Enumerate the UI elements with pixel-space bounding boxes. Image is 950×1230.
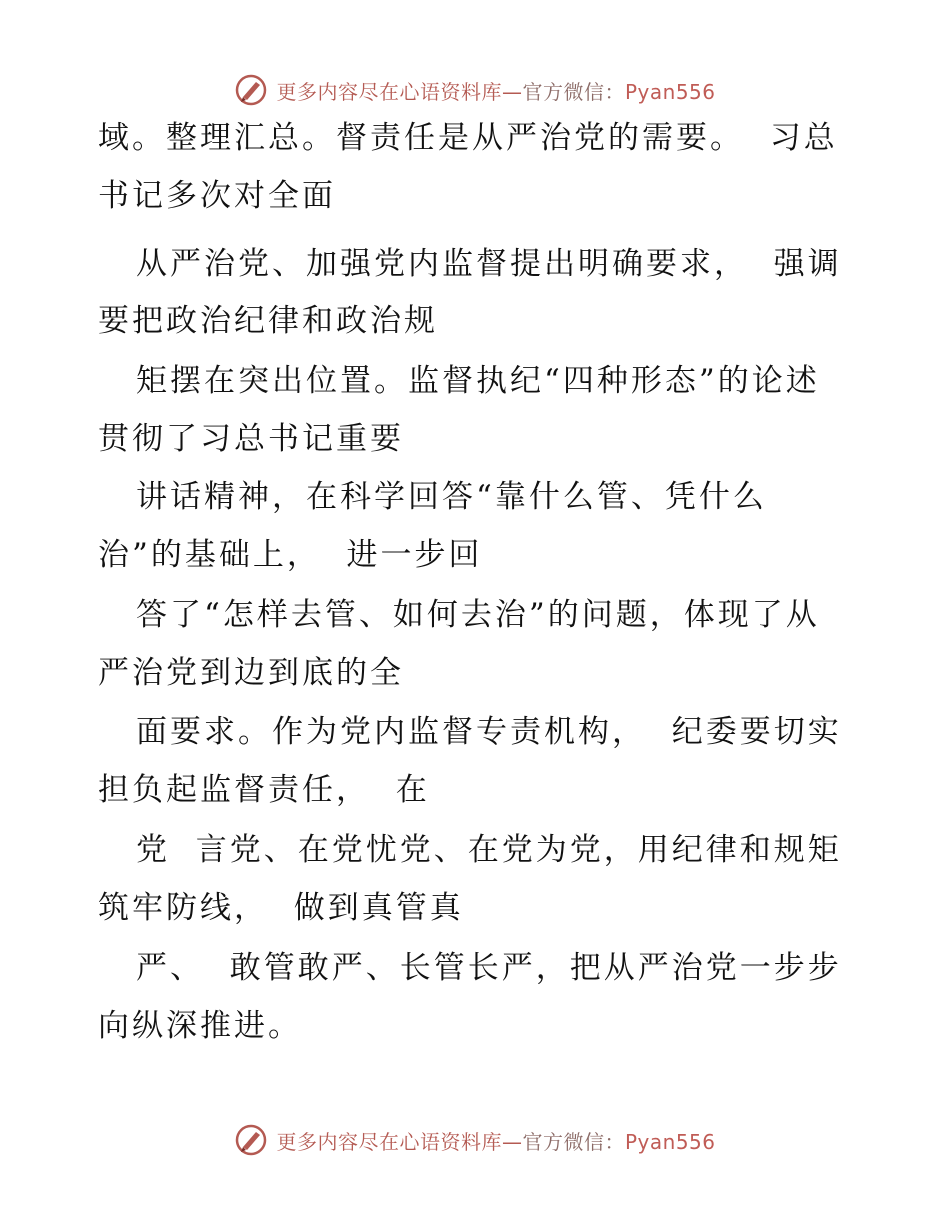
body-line: 讲话精神，在科学回答“靠什么管、凭什么 xyxy=(136,479,767,515)
header-watermark xyxy=(0,70,950,110)
body-line: 书记多次对全面 xyxy=(98,178,336,214)
body-line: 党 言党、在党忧党、在党为党，用纪律和规矩 xyxy=(136,832,842,868)
footer-watermark xyxy=(0,1120,950,1160)
pen-logo-icon xyxy=(234,1123,268,1157)
body-line: 面要求。作为党内监督专责机构， 纪委要切实 xyxy=(136,714,842,750)
watermark-text: 更多内容尽在心语资料库— xyxy=(276,79,523,104)
watermark-wechat-label: 官方微信： xyxy=(522,1129,625,1154)
watermark-wechat-id: Pyan556 xyxy=(624,1129,716,1154)
watermark-wechat-id: Pyan556 xyxy=(624,79,716,104)
body-line: 向纵深推进。 xyxy=(98,1008,302,1044)
body-line: 严、 敢管敢严、长管长严，把从严治党一步步 xyxy=(136,950,842,986)
body-line: 要把政治纪律和政治规 xyxy=(98,303,438,339)
body-line: 治”的基础上， 进一步回 xyxy=(98,537,483,573)
body-line: 贯彻了习总书记重要 xyxy=(98,421,404,457)
body-line: 担负起监督责任， 在 xyxy=(98,772,430,808)
watermark-text: 更多内容尽在心语资料库— xyxy=(276,1129,523,1154)
body-line: 答了“怎样去管、如何去治”的问题，体现了从 xyxy=(136,597,820,633)
pen-logo-icon xyxy=(234,73,268,107)
body-line: 筑牢防线， 做到真管真 xyxy=(98,890,464,926)
body-line: 严治党到边到底的全 xyxy=(98,655,404,691)
body-line: 域。整理汇总。督责任是从严治党的需要。 习总 xyxy=(98,120,838,156)
body-line: 从严治党、加强党内监督提出明确要求， 强调 xyxy=(136,246,842,282)
watermark-wechat-label: 官方微信： xyxy=(522,79,625,104)
body-line: 矩摆在突出位置。监督执纪“四种形态”的论述 xyxy=(136,363,820,399)
